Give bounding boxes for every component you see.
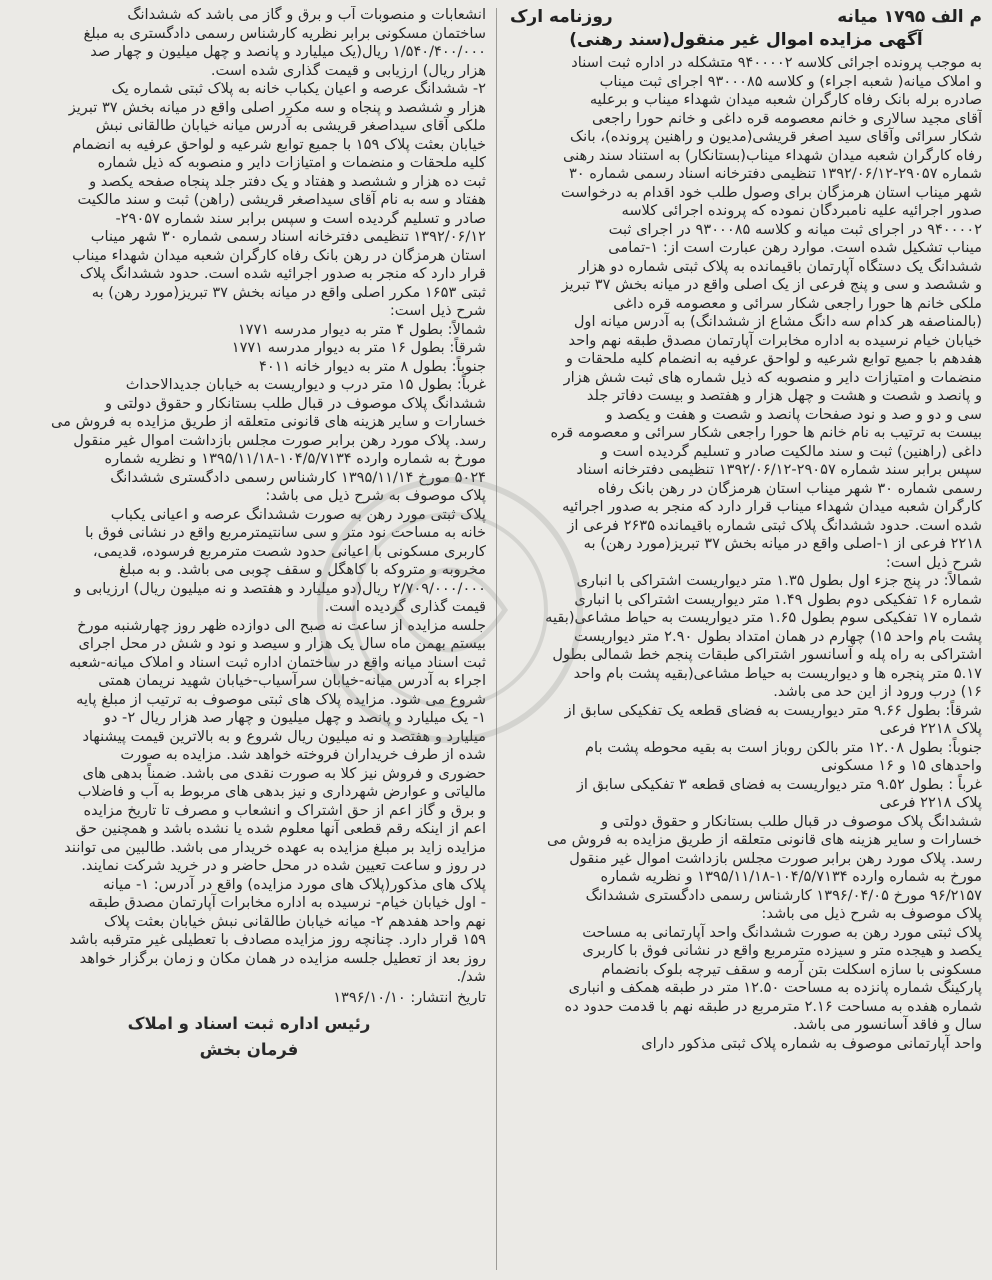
text-line: سی و دو و صد و نود صفحات پانصد و شصت و هفت و یکصد و xyxy=(605,405,982,423)
text-line: پلاک ۲۲۱۸ فرعی xyxy=(879,794,982,811)
text-line: شرقاً: بطول ۱۶ متر به دیوار مدرسه ۱۷۷۱ xyxy=(231,339,486,356)
right-column-body xyxy=(510,54,982,1053)
text-line: خانه به مساحت نود متر و سی سانتیمترمربع واقع در نشانی فوق با xyxy=(85,524,486,541)
left-column xyxy=(12,6,486,1276)
text-line: صدور اجرائیه علیه نامبردگان نموده که پرونده اجرائی کلاسه xyxy=(621,202,982,219)
text-line: جنوباً: بطول ۱۲.۰۸ متر بالکن روباز است به بقیه محوطه پشت بام xyxy=(585,738,982,756)
text-line: شماره هفده به مساحت ۲.۱۶ مترمربع در طبقه نهم با قدمت حدود ده xyxy=(564,997,982,1015)
text-line: سال و فاقد آسانسور می باشد. xyxy=(793,1016,982,1033)
text-line: اشتراکی به راه پله و آسانسور اشتراکی طبقات پنجم خط شمالی بطول xyxy=(552,646,982,663)
newspaper-name: روزنامه ارک xyxy=(510,7,613,27)
text-line: رسمی شماره ۳۰ شهر میناب استان هرمزگان در رهن بانک رفاه xyxy=(597,479,982,497)
text-line: مالیاتی و عوارض شهرداری و نیز بدهی های مربوط به آب و فاضلاب xyxy=(77,783,486,800)
text-line: منضمات و امتیازات دایر و منصوبه که ذیل شماره های ثبت شش هزار xyxy=(563,368,982,386)
text-line: پلاک های مذکور(پلاک های مورد مزایده) واقع در آدرس: ۱- میانه xyxy=(102,875,486,893)
text-line: آقای مجید سالاری و خانم معصومه قره داغی و خانم حورا راجعی xyxy=(592,109,982,127)
text-line: شمالاً: بطول ۴ متر به دیوار مدرسه ۱۷۷۱ xyxy=(237,320,486,338)
text-line: هفتاد و سه به نام آقای سیداصغر قریشی (راهن) ثبت و سند مالکیت xyxy=(77,191,486,208)
text-line: ۵.۱۷ متر پنجره ها و دیواریست به حیاط مشاعی(بقیه پشت بام واحد xyxy=(573,664,982,682)
text-line: نهم واحد هفدهم ۲- میانه خیابان طالقانی نبش خیابان بعثت پلاک xyxy=(104,912,486,930)
text-line: ششدانگ یک دستگاه آپارتمان باقیمانده به پلاک ثبتی شماره دو هزار xyxy=(578,257,982,275)
text-line: شماره ۱۶ تفکیکی دوم بطول ۱.۴۹ متر دیواریست اشتراکی با انباری xyxy=(574,590,982,608)
text-line: کارگران شعبه میدان شهداء میناب قرار دارد که منجر به صدور اجرائیه xyxy=(562,498,982,515)
text-line: انشعابات و منصوبات آب و برق و گاز می باشد که ششدانگ xyxy=(127,6,486,23)
text-line: جلسه مزایده از ساعت نه صبح الی دوازده ظهر روز چهارشنبه مورخ xyxy=(77,616,486,634)
text-line: مورخ به شماره وارده ۱۰۴/۵/۷۱۳۴-۱۳۹۵/۱۱/۱۸ و نظریه شماره xyxy=(600,868,982,885)
text-line: خیابان خیام نرسیده به اداره مخابرات آپارتمان مصدق طبقه نهم واحد xyxy=(568,331,982,349)
text-line: قرار دارد که منجر به صدور اجرائیه شده است. حدود ششدانگ پلاک xyxy=(79,265,486,282)
text-line: خیابان بعثت پلاک ۱۵۹ با جمیع توابع شرعیه و لواحق عرفیه به انضمام xyxy=(72,135,486,153)
text-line: ۲- ششدانگ عرصه و اعیان یکباب خانه به پلاک ثبتی شماره یک xyxy=(111,80,486,97)
text-line: شمالاً: در پنج جزء اول بطول ۱.۳۵ متر دیواریست اشتراکی با انباری xyxy=(576,572,982,589)
text-line: مخروبه و متروکه با کاهگل و سقف چوبی می باشد. و به مبلغ xyxy=(118,561,486,578)
text-line: ۱/۵۴۰/۴۰۰/۰۰۰ ریال(یک میلیارد و پانصد و چهل میلیون و چهار صد xyxy=(90,43,486,60)
text-line: غرباً: بطول ۱۵ متر درب و دیواریست به خیابان جدیدالاحداث xyxy=(125,376,486,393)
text-line: و پانصد و شصت و هشت و چهل هزار و هفتصد و بیست دفاتر جلد xyxy=(586,387,982,404)
signature-block xyxy=(12,1011,486,1063)
text-line: شرح ذیل است: xyxy=(885,553,982,571)
text-line: ششدانگ پلاک موصوف در قبال طلب بستانکار و حقوق دولتی و xyxy=(105,394,486,412)
text-line: ثبتی ۱۶۵۳ مکرر اصلی واقع در میانه بخش ۳۷ تبریز(مورد رهن) به xyxy=(91,283,486,301)
text-line: شکار سرائی وآقای سید اصغر قریشی(مدیون و راهنین پرونده)، بانک xyxy=(570,128,982,145)
text-line: و ششصد و سی و پنج فرعی از یک اصلی واقع در میانه بخش ۳۷ تبریز xyxy=(561,276,982,293)
text-line: قیمت گذاری گردیده است. xyxy=(324,598,486,615)
text-line: اعم از اینکه رقم قطعی آنها معلوم شده یا نشده باشد و همچنین حق xyxy=(75,820,486,837)
text-line: صادره برله بانک رفاه کارگران شعبه میدان شهداء میناب و برعلیه xyxy=(589,91,982,108)
text-line: کلیه ملحقات و منضمات و امتیازات دایر و منصوبه که ذیل شماره xyxy=(97,154,486,171)
text-line: ۱- یک میلیارد و پانصد و چهل میلیون و چهار صد هزار ریال ۲- دو xyxy=(103,709,486,726)
text-line: رسد. پلاک مورد رهن برابر صورت مجلس بازداشت اموال غیر منقول xyxy=(569,849,982,867)
text-line: پارکینگ شماره پانزده به مساحت ۱۲.۵۰ متر در طبقه همکف و انباری xyxy=(568,979,982,996)
text-line: ۱۳۹۲/۰۶/۱۲ تنظیمی دفترخانه اسناد رسمی شماره ۳۰ شهر میناب xyxy=(90,228,486,245)
text-line: هفدهم با جمیع توابع شرعیه و لواحق عرفیه به انضمام کلیه ملحقات و xyxy=(565,350,982,367)
text-line: - اول خیابان خیام- نرسیده به اداره مخابرات آپارتمان مصدق طبقه xyxy=(88,894,486,911)
page-header xyxy=(510,6,982,28)
text-line: بیست به ترتیب به نام خانم ها حورا راجعی شکار سرائی و معصومه قره xyxy=(550,424,982,441)
text-line: شده از طرف خریداران فروخته خواهد شد. مزایده به صورت xyxy=(120,746,486,763)
text-line: واحدهای ۱۵ و ۱۶ مسکونی xyxy=(820,757,982,774)
text-line: پلاک ۲۲۱۸ فرعی xyxy=(879,720,982,737)
text-line: در روز و ساعت تعیین شده در محل حاضر و در خرید شرکت نمایند. xyxy=(81,857,486,874)
text-line: مزایده زاید بر مبلغ مزایده به عهده خریدار می باشد. طالبین می توانند xyxy=(64,838,486,856)
left-column-body xyxy=(12,6,486,987)
text-line: پشت بام واحد ۱۵) چهارم در همان امتداد بطول ۲.۹۰ متر دیواریست xyxy=(574,627,982,645)
text-line: هزار ریال) ارزیابی و قیمت گذاری شده است. xyxy=(210,61,486,79)
text-line: داغی (راهنین) ثبت و سند مالکیت صادر و تسلیم گردیده است و xyxy=(600,442,982,460)
text-line: خسارات و سایر هزینه های قانونی متعلقه از طریق مزایده به فروش می xyxy=(50,413,486,430)
text-line: رفاه کارگران شعبه میدان شهداء میناب(بستانکار) به استناد سند رهنی xyxy=(562,146,982,164)
text-line: به موجب پرونده اجرائی کلاسه ۹۴۰۰۰۰۲ متشکله در اداره ثبت اسناد xyxy=(571,54,982,71)
text-line: رسد. پلاک مورد رهن برابر صورت مجلس بازداشت اموال غیر منقول xyxy=(73,431,486,449)
text-line: ۹۴۰۰۰۰۲ در اجرای ثبت میانه و کلاسه ۹۳۰۰۰۸۵ در اجرای ثبت xyxy=(608,220,982,238)
text-line: صادر و تسلیم گردیده است و سپس برابر سند شماره ۲۹۰۵۷- xyxy=(115,209,486,227)
text-line: روز بعد از تعطیل جلسه مزایده در همان مکان و زمان برگزار خواهد xyxy=(79,949,486,967)
text-line: مورخ به شماره وارده ۱۰۴/۵/۷۱۳۴-۱۳۹۵/۱۱/۱۸ و نظریه شماره xyxy=(104,450,486,467)
text-line: ثبت اسناد میانه واقع در ساختمان اداره ثبت اسناد و املاک میانه-شعبه xyxy=(69,653,486,671)
text-line: ششدانگ پلاک موصوف در قبال طلب بستانکار و حقوق دولتی و xyxy=(601,812,982,830)
text-line: ثبت ده هزار و ششصد و هفتاد و یک دفتر جلد پنجاه صفحه یکصد و xyxy=(89,172,486,190)
text-line: میناب تشکیل شده است. موارد رهن عبارت است از: ۱-تمامی xyxy=(608,239,982,256)
text-line: ۲۲۱۸ فرعی از ۱-اصلی واقع در میانه بخش ۳۷ تبریز(مورد رهن) به xyxy=(583,535,982,552)
signature-name: فرمان بخش xyxy=(199,1040,299,1059)
text-line: ملکی خانم ها حورا راجعی شکار سرائی و معصومه قره داغی xyxy=(613,294,982,312)
text-line: پلاک موصوف به شرح ذیل می باشد: xyxy=(265,487,486,504)
text-line: ۲/۷۰۹/۰۰۰/۰۰۰ ریال(دو میلیارد و هفتصد و نه میلیون ریال) ارزیابی و xyxy=(74,579,486,597)
text-line: پلاک ثبتی مورد رهن به صورت ششدانگ واحد آپارتمانی به مساحت xyxy=(582,923,982,941)
notice-title: آگهی مزایده اموال غیر منقول(سند رهنی) xyxy=(569,30,923,50)
text-line: شماره ۲۹۰۵۷-۱۳۹۲/۰۶/۱۲ تنظیمی دفترخانه اسناد رسمی شماره ۳۰ xyxy=(568,165,982,182)
signature-title: رئیس اداره ثبت اسناد و املاک xyxy=(127,1014,371,1033)
text-line: (بالمناصفه هر کدام سه دانگ مشاع از ششدانگ) به آدرس میانه اول xyxy=(573,313,982,330)
text-line: شد/. xyxy=(456,968,486,985)
text-line: پلاک موصوف به شرح ذیل می باشد: xyxy=(761,905,982,922)
text-line: شرح ذیل است: xyxy=(389,302,486,319)
text-line: ۱۵۹ قرار دارد. چنانچه روز مزایده مصادف با تعطیلی غیر مترقبه باشد xyxy=(69,931,486,948)
text-line: خسارات و سایر هزینه های قانونی متعلقه از طریق مزایده به فروش می xyxy=(546,831,982,848)
text-line: غرباً : بطول ۹.۵۲ متر دیواریست به فضای قطعه ۳ تفکیکی سابق از xyxy=(576,775,982,793)
text-line: شده است. حدود ششدانگ پلاک ثبتی شماره باقیمانده ۲۶۳۵ فرعی از xyxy=(567,516,982,534)
text-line: یکصد و هیجده متر و سیزده مترمربع واقع در نشانی فوق با کاربری xyxy=(582,942,982,959)
text-line: ۵۰۲۴ مورخ ۱۳۹۵/۱۱/۱۴ کارشناس رسمی دادگستری ششدانگ xyxy=(110,468,486,486)
text-line: ۹۶/۲۱۵۷ مورخ ۱۳۹۶/۰۴/۰۵ کارشناس رسمی دادگستری ششدانگ xyxy=(585,886,982,904)
text-line: ۱۶) درب ورود از این حد می باشد. xyxy=(773,683,982,700)
text-line: شرقاً: بطول ۹.۶۶ متر دیواریست به فضای قطعه یک تفکیکی سابق از xyxy=(564,701,982,719)
text-line: جنوباً: بطول ۸ متر به دیوار خانه ۴۰۱۱ xyxy=(259,357,486,375)
right-column xyxy=(510,6,982,1276)
text-line: حضوری و فروش نیز کلا به صورت نقدی می باشد. ضمناً بدهی های xyxy=(82,764,486,782)
publish-date: تاریخ انتشار: ۱۳۹۶/۱۰/۱۰ xyxy=(333,988,486,1006)
text-line: مسکونی با سازه اسکلت بتن آرمه و سقف تیرچه بلوک بانضمام xyxy=(601,960,982,978)
text-line: سپس برابر سند شماره ۲۹۰۵۷-۱۳۹۲/۰۶/۱۲ تنظیمی دفترخانه اسناد xyxy=(576,461,982,478)
text-line: و برق و گاز اعم از حق اشتراک و انشعاب و مصرف تا تاریخ مزایده xyxy=(83,801,486,819)
text-line: واحد آپارتمانی موصوف به شماره پلاک ثبتی مذکور دارای xyxy=(641,1034,982,1052)
text-line: شماره ۱۷ تفکیکی سوم بطول ۱.۶۵ متر دیواریست به حیاط مشاعی(بقیه xyxy=(545,609,982,626)
text-line: بیستم بهمن ماه سال یک هزار و سیصد و نود و شش در محل اجرای xyxy=(78,635,486,652)
text-line: شروع می شود. مزایده پلاک های ثبتی موصوف به ترتیب از مبلغ پایه xyxy=(76,690,486,708)
column-divider xyxy=(496,8,497,1270)
text-line: استان هرمزگان در رهن بانک رفاه کارگران شعبه میدان شهداء میناب xyxy=(72,246,486,264)
issue-number: م الف ۱۷۹۵ میانه xyxy=(837,7,982,27)
text-line: شهر میناب استان هرمزگان برای وصول طلب خود اقدام به درخواست xyxy=(560,183,982,201)
text-line: و املاک میانه( شعبه اجراء) و کلاسه ۹۳۰۰۰۸۵ اجرای ثبت میناب xyxy=(599,72,982,90)
text-line: میلیارد و هفتصد و نه میلیون ریال شروع و به بالاترین قیمت پیشنهاد xyxy=(82,727,486,745)
text-line: هزار و ششصد و پنجاه و سه مکرر اصلی واقع در میانه بخش ۳۷ تبریز xyxy=(68,98,486,116)
text-line: ساختمان مسکونی برابر نظریه کارشناس رسمی دادگستری به مبلغ xyxy=(83,24,486,42)
text-line: اجراء به آدرس میانه-خیابان سرآسیاب-خیابان شهید نریمان همتی xyxy=(98,672,486,689)
text-line: پلاک ثبتی مورد رهن به صورت ششدانگ عرصه و اعیانی یکباب xyxy=(110,505,486,523)
text-line: کاربری مسکونی با اعیانی حدود شصت مترمربع فرسوده، قدیمی، xyxy=(92,542,486,560)
text-line: ملکی آقای سیداصغر قریشی به آدرس میانه خیابان طالقانی نبش xyxy=(95,117,486,134)
